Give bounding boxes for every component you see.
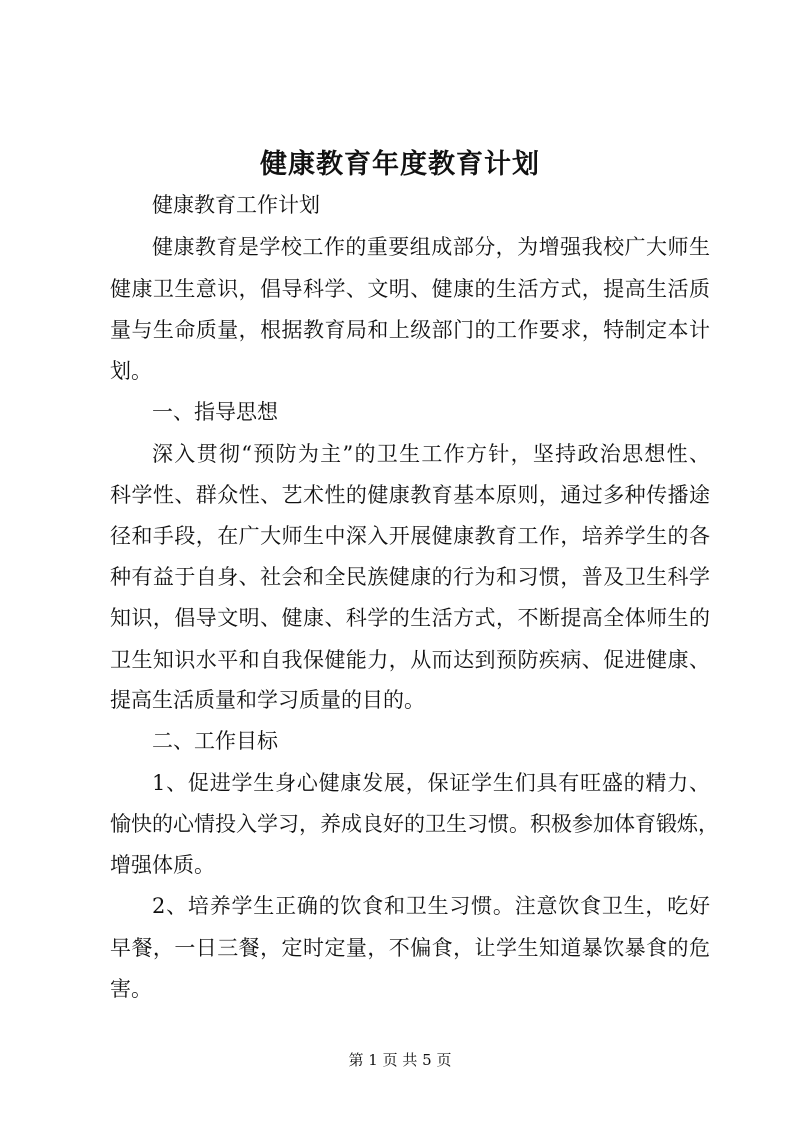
- paragraph-line: 1、促进学生身心健康发展，保证学生们具有旺盛的精力、: [152, 771, 710, 795]
- section-heading: 一、指导思想: [152, 400, 278, 424]
- paragraph-line: 愉快的心情投入学习，养成良好的卫生习惯。积极参加体育锻炼，: [110, 812, 719, 836]
- paragraph-line: 增强体质。: [110, 853, 215, 877]
- paragraph-line: 健康教育是学校工作的重要组成部分，为增强我校广大师生: [152, 235, 710, 259]
- page-number-footer: 第 1 页 共 5 页: [348, 1051, 452, 1069]
- paragraph-line: 划。: [110, 359, 152, 383]
- paragraph-line: 卫生知识水平和自我保健能力，从而达到预防疾病、促进健康、: [110, 648, 710, 672]
- paragraph-line: 深入贯彻“预防为主”的卫生工作方针，坚持政治思想性、: [152, 442, 710, 466]
- paragraph-line: 早餐，一日三餐，定时定量，不偏食，让学生知道暴饮暴食的危: [110, 936, 710, 960]
- subtitle-line: 健康教育工作计划: [152, 193, 320, 217]
- paragraph-line: 知识，倡导文明、健康、科学的生活方式，不断提高全体师生的: [110, 606, 710, 630]
- section-heading: 二、工作目标: [152, 729, 278, 753]
- paragraph-line: 种有益于自身、社会和全民族健康的行为和习惯，普及卫生科学: [110, 565, 710, 589]
- paragraph-line: 量与生命质量，根据教育局和上级部门的工作要求，特制定本计: [110, 318, 710, 342]
- paragraph-line: 健康卫生意识，倡导科学、文明、健康的生活方式，提高生活质: [110, 277, 710, 301]
- paragraph-line: 径和手段，在广大师生中深入开展健康教育工作，培养学生的各: [110, 524, 710, 548]
- paragraph-line: 害。: [110, 977, 152, 1001]
- document-title: 健康教育年度教育计划: [260, 149, 540, 180]
- paragraph-line: 2、培养学生正确的饮食和卫生习惯。注意饮食卫生，吃好: [152, 894, 710, 918]
- paragraph-line: 提高生活质量和学习质量的目的。: [110, 688, 425, 712]
- paragraph-line: 科学性、群众性、艺术性的健康教育基本原则，通过多种传播途: [110, 483, 710, 507]
